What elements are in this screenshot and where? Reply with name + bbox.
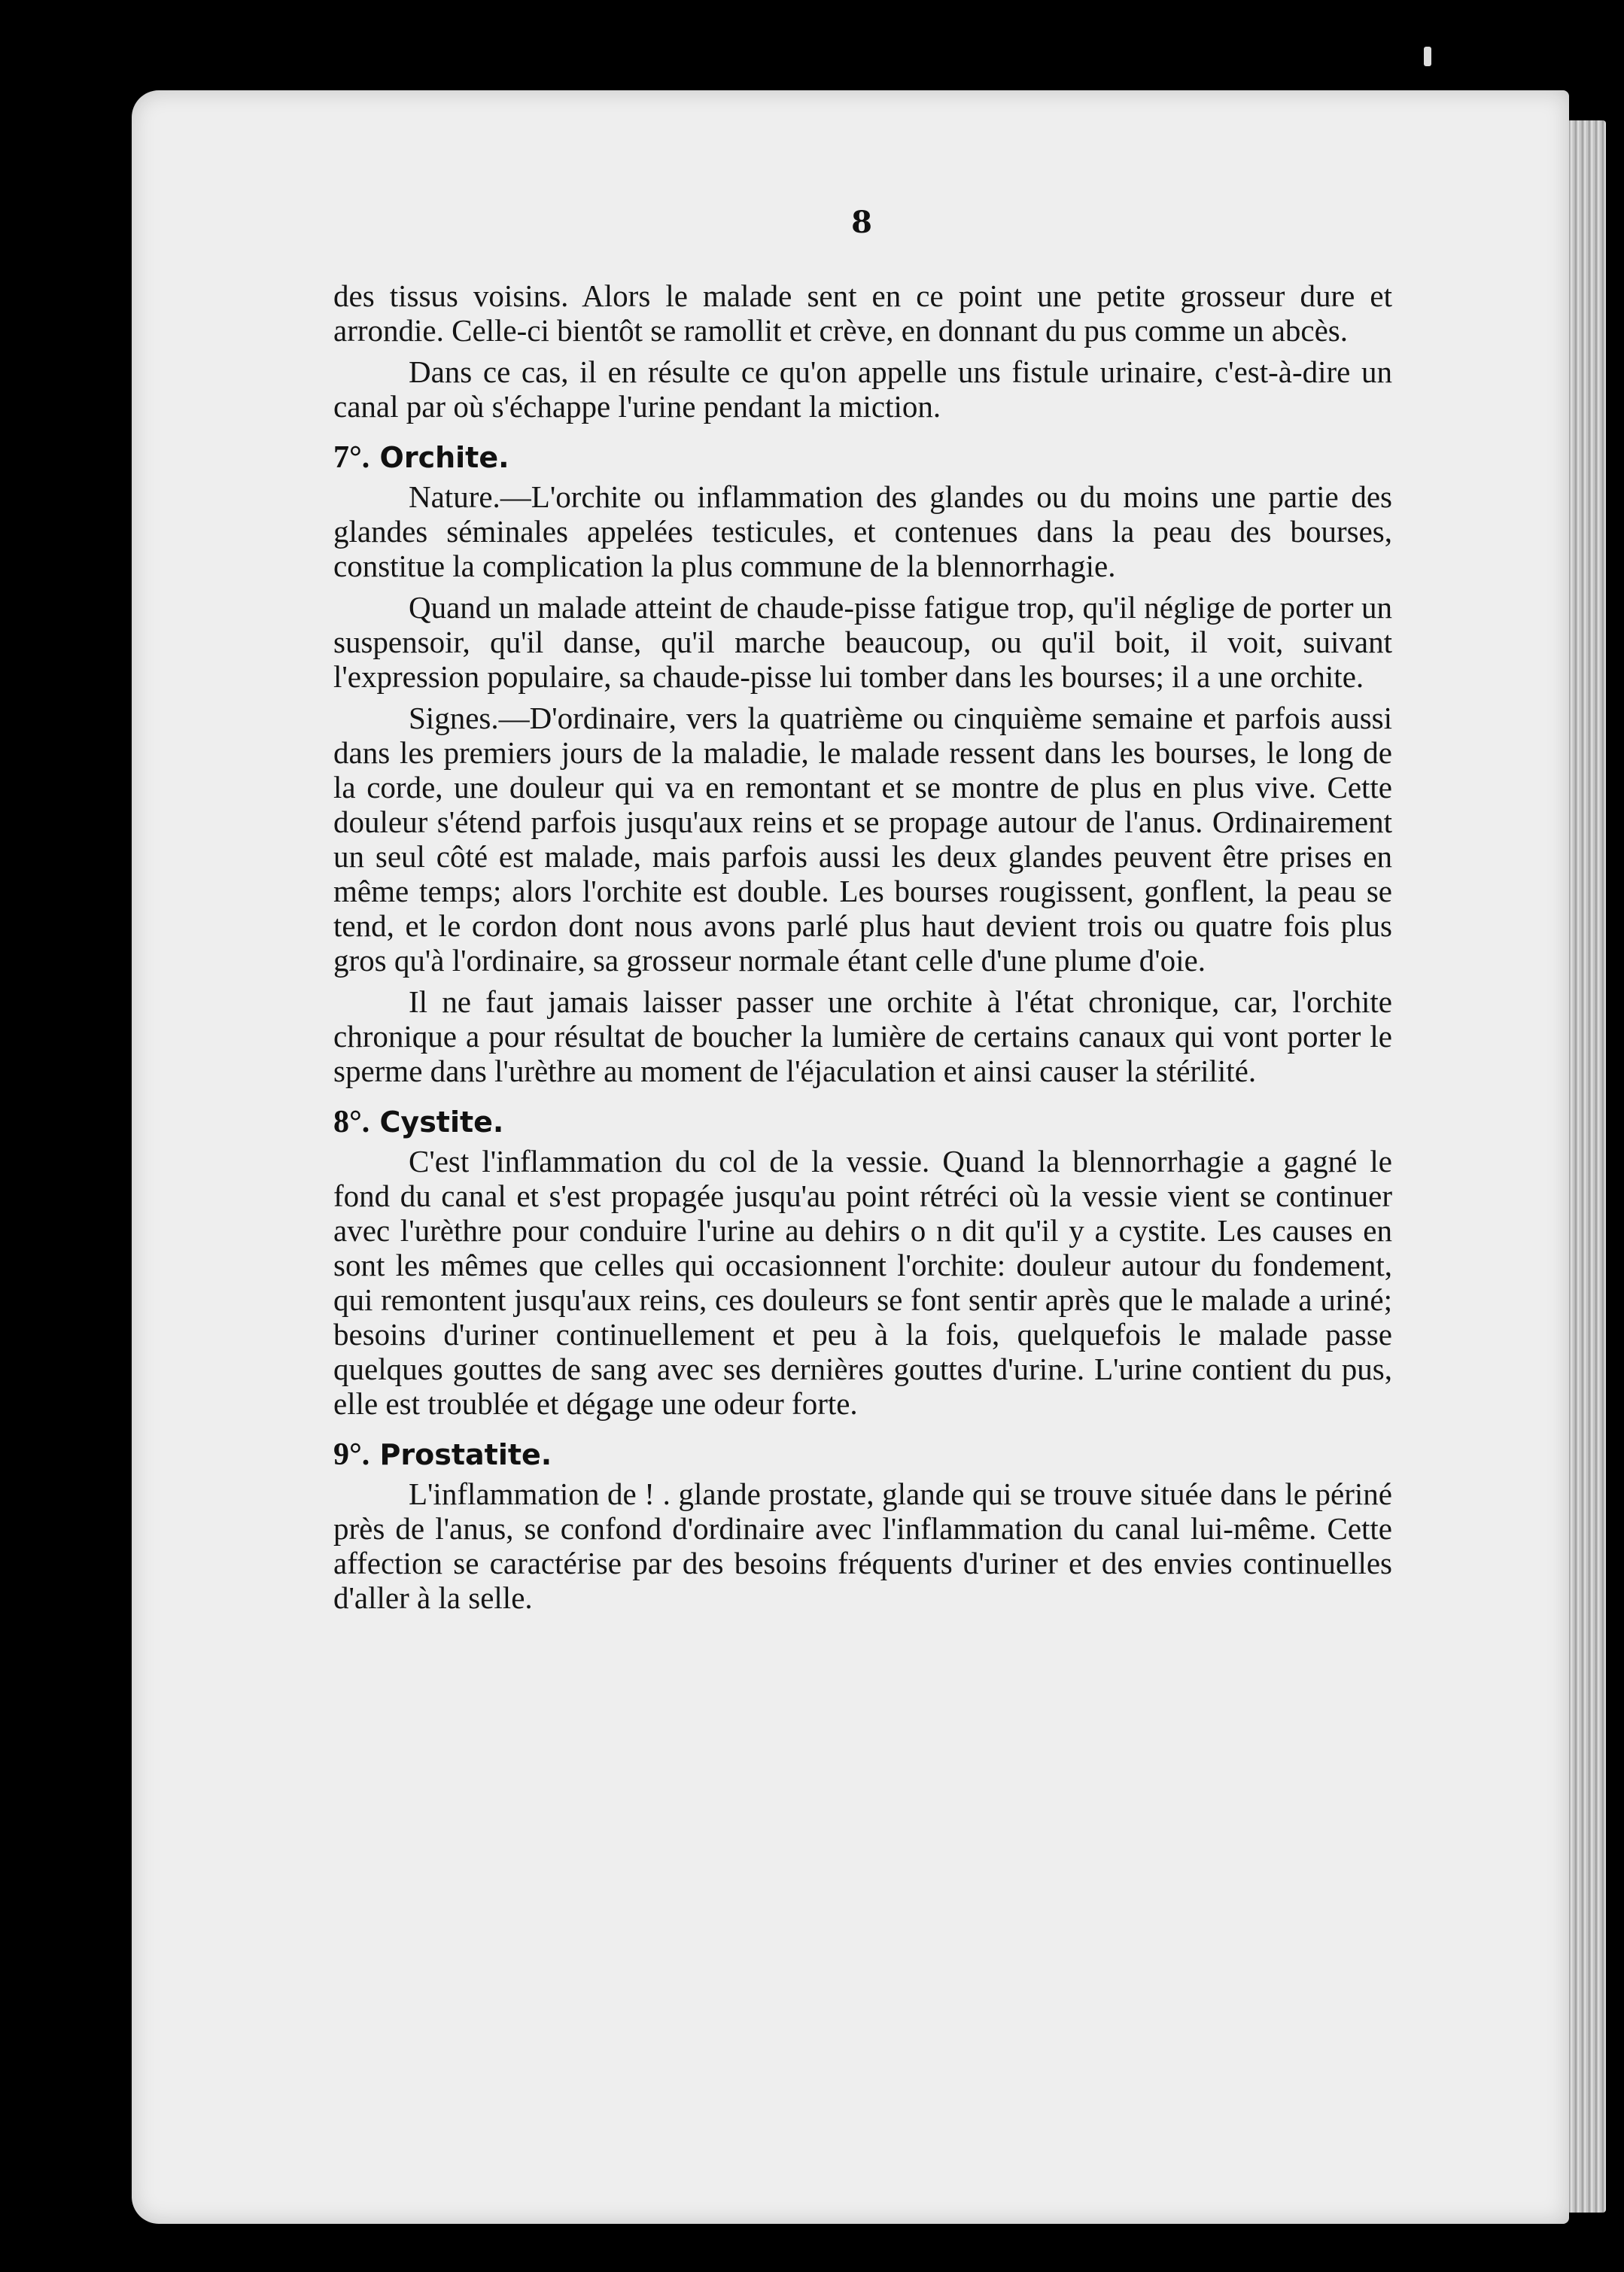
scan-artifact [1424, 47, 1431, 66]
paragraph: Dans ce cas, il en résulte ce qu'on appelle uns fistule urinaire, c'est-à-dire un canal par où s'échappe l'urine pendant la miction. [333, 354, 1392, 424]
page-stack-edge [1567, 120, 1606, 2213]
section-number: 7°. [333, 440, 370, 475]
paragraph: C'est l'inflammation du col de la vessie. Quand la blennorrhagie a gagné le fond du canal et s'est propagée jusqu'au point rétréci où la vessie vient se continuer avec l'urèthre pour conduire l'urine au dehirs o n dit qu'il y a cystite. Les causes en sont les mêmes que celles qui occasionnent l'orchite: douleur autour du fondement, qui remontent jusqu'aux reins, ces douleurs se font sentir après que le malade a uriné; besoins d'uriner continuellement et peu à la fois, quelquefois le malade passe quelques gouttes de sang avec ses dernières gouttes d'urine. L'urine contient du pus, elle est troublée et dégage une odeur forte. [333, 1144, 1392, 1421]
section-heading-orchite [333, 440, 1392, 475]
section-heading-cystite [333, 1105, 1392, 1139]
section-title: Orchite. [379, 441, 509, 474]
section-title: Cystite. [379, 1106, 504, 1139]
paragraph: Signes.—D'ordinaire, vers la quatrième ou cinquième semaine et parfois aussi dans les premiers jours de la maladie, le malade ressent dans les bourses, le long de la corde, une douleur qui va en remontant et se montre de plus en plus vive. Cette douleur s'étend parfois jusqu'aux reins et se propage autour de l'anus. Ordinairement un seul côté est malade, mais parfois aussi les deux glandes peuvent être prises en même temps; alors l'orchite est double. Les bourses rougissent, gonflent, la peau se tend, et le cordon dont nous avons parlé plus haut devient trois ou quatre fois plus gros qu'à l'ordinaire, sa grosseur normale étant celle d'une plume d'oie. [333, 701, 1392, 978]
paragraph: des tissus voisins. Alors le malade sent en ce point une petite grosseur dure et arrondie. Celle-ci bientôt se ramollit et crève, en donnant du pus comme un abcès. [333, 278, 1392, 348]
page-number: 8 [851, 205, 872, 240]
paragraph: L'inflammation de ! . glande prostate, glande qui se trouve située dans le périné près de l'anus, se confond d'ordinaire avec l'inflammation du canal lui-même. Cette affection se caractérise par des besoins fréquents d'uriner et des envies continuelles d'aller à la selle. [333, 1477, 1392, 1615]
page-text [333, 278, 1392, 1622]
section-number: 9°. [333, 1437, 370, 1472]
paragraph: Quand un malade atteint de chaude-pisse fatigue trop, qu'il néglige de porter un suspensoir, qu'il danse, qu'il marche beaucoup, ou qu'il boit, il voit, suivant l'expression populaire, sa chaude-pisse lui tomber dans les bourses; il a une orchite. [333, 590, 1392, 694]
paragraph: Nature.—L'orchite ou inflammation des glandes ou du moins une partie des glandes séminales appelées testicules, et contenues dans la peau des bourses, constitue la complication la plus commune de la blennorrhagie. [333, 479, 1392, 583]
section-number: 8°. [333, 1105, 370, 1139]
section-title: Prostatite. [379, 1438, 552, 1471]
paragraph: Il ne faut jamais laisser passer une orchite à l'état chronique, car, l'orchite chronique a pour résultat de boucher la lumière de certains canaux qui vont porter le sperme dans l'urèthre au moment de l'éjaculation et ainsi causer la stérilité. [333, 984, 1392, 1088]
section-heading-prostatite [333, 1437, 1392, 1472]
